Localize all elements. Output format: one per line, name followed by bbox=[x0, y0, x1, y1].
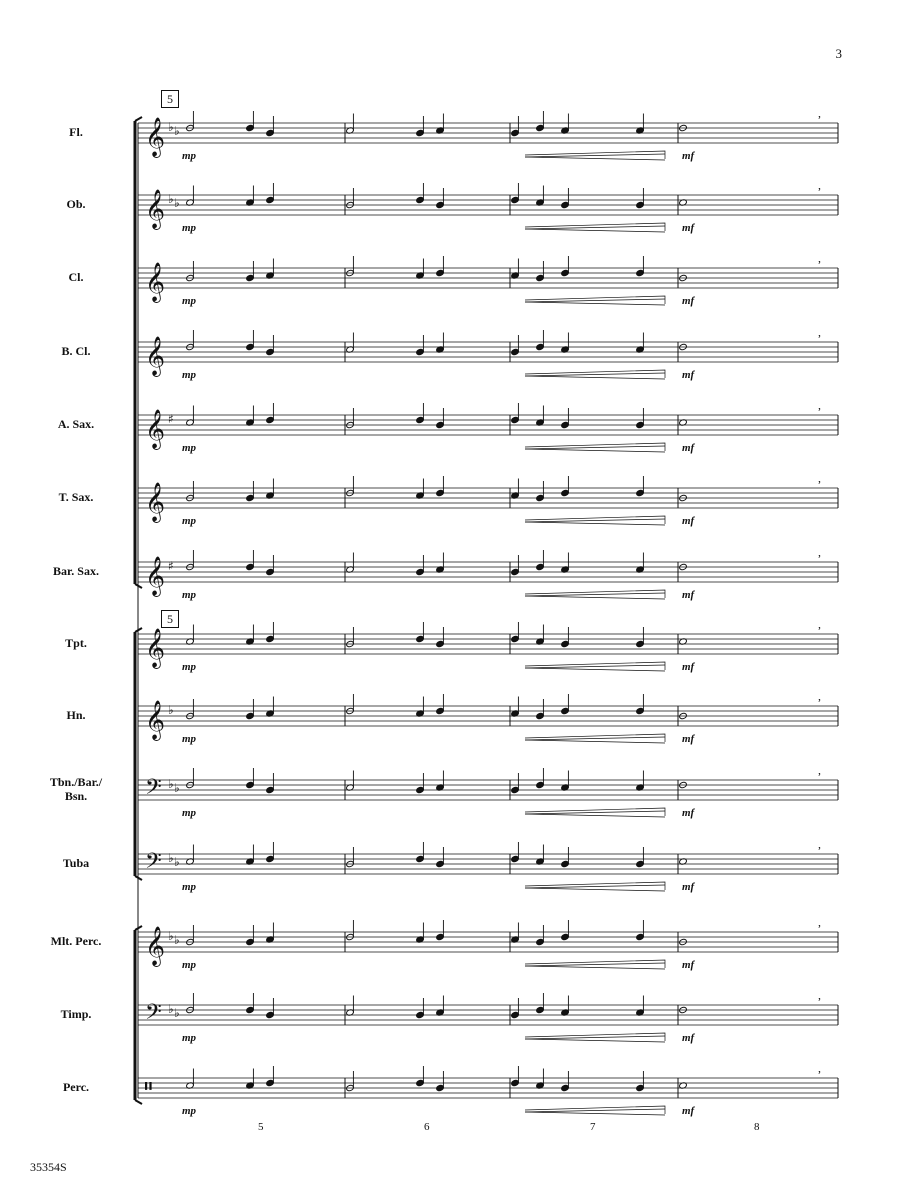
instrument-name-line: Fl. bbox=[69, 125, 83, 139]
treble-clef-icon: 𝄞 bbox=[145, 409, 166, 449]
instrument-name bbox=[20, 564, 132, 578]
instrument-name bbox=[20, 125, 132, 139]
instrument-name bbox=[20, 1080, 132, 1094]
breath-mark-icon: , bbox=[818, 689, 821, 703]
dynamic-mf: mf bbox=[682, 150, 695, 162]
dynamic-mp: mp bbox=[182, 369, 197, 381]
dynamic-mf: mf bbox=[682, 1032, 695, 1044]
hairpin-lower bbox=[525, 596, 665, 599]
dynamic-mf: mf bbox=[682, 369, 695, 381]
staff-10 bbox=[138, 837, 838, 893]
flat-accidental-icon: ♭ bbox=[168, 777, 174, 791]
staff-3 bbox=[138, 325, 838, 381]
dynamic-mf: mf bbox=[682, 881, 695, 893]
staff-13 bbox=[138, 1061, 838, 1117]
instrument-name bbox=[20, 934, 132, 948]
instrument-name-line: Timp. bbox=[60, 1007, 92, 1021]
dynamic-mp: mp bbox=[182, 295, 197, 307]
staff-9 bbox=[138, 763, 838, 819]
rehearsal-mark-top: 5 bbox=[161, 90, 179, 108]
breath-mark-icon: , bbox=[818, 617, 821, 631]
breath-mark-icon: , bbox=[818, 251, 821, 265]
dynamic-mp: mp bbox=[182, 959, 197, 971]
sharp-accidental-icon: ♯ bbox=[168, 559, 174, 573]
dynamic-mp: mp bbox=[182, 733, 197, 745]
instrument-name bbox=[20, 636, 132, 650]
instrument-name-line: Tbn./Bar./ bbox=[49, 775, 103, 789]
treble-clef-icon: 𝄞 bbox=[145, 628, 166, 668]
flat-accidental-icon: ♭ bbox=[174, 855, 180, 869]
breath-mark-icon: , bbox=[818, 545, 821, 559]
dynamic-mf: mf bbox=[682, 807, 695, 819]
instrument-name bbox=[20, 417, 132, 431]
rehearsal-mark-brass: 5 bbox=[161, 610, 179, 628]
instrument-name bbox=[20, 1007, 132, 1021]
treble-clef-icon: 𝄞 bbox=[145, 700, 166, 740]
hairpin-lower bbox=[525, 966, 665, 969]
flat-accidental-icon: ♭ bbox=[174, 933, 180, 947]
instrument-name-line: Tuba bbox=[62, 856, 90, 870]
dynamic-mf: mf bbox=[682, 222, 695, 234]
sharp-accidental-icon: ♯ bbox=[168, 412, 174, 426]
staff-5 bbox=[138, 471, 838, 527]
dynamic-mp: mp bbox=[182, 807, 197, 819]
measure-number: 7 bbox=[590, 1121, 596, 1133]
dynamic-mp: mp bbox=[182, 442, 197, 454]
breath-mark-icon: , bbox=[818, 837, 821, 851]
instrument-name bbox=[20, 197, 132, 211]
flat-accidental-icon: ♭ bbox=[174, 196, 180, 210]
instrument-name-line: Perc. bbox=[62, 1080, 90, 1094]
breath-mark-icon: , bbox=[818, 915, 821, 929]
percussion-clef-icon: 𝄥 bbox=[145, 1075, 152, 1100]
instrument-name-line: Cl. bbox=[68, 270, 84, 284]
staff-11 bbox=[138, 915, 838, 971]
breath-mark-icon: , bbox=[818, 106, 821, 120]
dynamic-mf: mf bbox=[682, 515, 695, 527]
staff-4 bbox=[138, 398, 838, 454]
hairpin-lower bbox=[525, 668, 665, 671]
treble-clef-icon: 𝄞 bbox=[145, 117, 166, 157]
dynamic-mf: mf bbox=[682, 589, 695, 601]
instrument-name-line: Mlt. Perc. bbox=[50, 934, 102, 948]
breath-mark-icon: , bbox=[818, 1061, 821, 1075]
instrument-name-line: Bar. Sax. bbox=[53, 564, 99, 578]
dynamic-mf: mf bbox=[682, 661, 695, 673]
staff-6 bbox=[138, 545, 838, 601]
treble-clef-icon: 𝄞 bbox=[145, 926, 166, 966]
dynamic-mp: mp bbox=[182, 150, 197, 162]
instrument-name bbox=[20, 344, 132, 358]
dynamic-mp: mp bbox=[182, 222, 197, 234]
staff-12 bbox=[138, 988, 838, 1044]
hairpin-lower bbox=[525, 449, 665, 452]
instrument-name-line: Tpt. bbox=[65, 636, 87, 650]
instrument-name bbox=[20, 708, 132, 722]
hairpin-lower bbox=[525, 740, 665, 743]
hairpin-lower bbox=[525, 376, 665, 379]
staff-0 bbox=[138, 106, 838, 162]
dynamic-mp: mp bbox=[182, 881, 197, 893]
instrument-name-line: B. Cl. bbox=[61, 344, 91, 358]
flat-accidental-icon: ♭ bbox=[168, 929, 174, 943]
instrument-name bbox=[20, 856, 132, 870]
staff-2 bbox=[138, 251, 838, 307]
hairpin-lower bbox=[525, 814, 665, 817]
hairpin-lower bbox=[525, 302, 665, 305]
instrument-name-line: A. Sax. bbox=[57, 417, 95, 431]
hairpin-lower bbox=[525, 1112, 665, 1115]
instrument-name-line: Bsn. bbox=[64, 789, 88, 803]
treble-clef-icon: 𝄞 bbox=[145, 482, 166, 522]
flat-accidental-icon: ♭ bbox=[168, 703, 174, 717]
treble-clef-icon: 𝄞 bbox=[145, 262, 166, 302]
treble-clef-icon: 𝄞 bbox=[145, 556, 166, 596]
breath-mark-icon: , bbox=[818, 471, 821, 485]
staff-1 bbox=[138, 178, 838, 234]
dynamic-mf: mf bbox=[682, 1105, 695, 1117]
catalog-code: 35354S bbox=[30, 1160, 67, 1174]
hairpin-lower bbox=[525, 157, 665, 160]
dynamic-mp: mp bbox=[182, 1032, 197, 1044]
breath-mark-icon: , bbox=[818, 398, 821, 412]
breath-mark-icon: , bbox=[818, 325, 821, 339]
hairpin-lower bbox=[525, 522, 665, 525]
instrument-name-line: Hn. bbox=[66, 708, 86, 722]
flat-accidental-icon: ♭ bbox=[174, 781, 180, 795]
hairpin-lower bbox=[525, 1039, 665, 1042]
measure-number: 6 bbox=[424, 1121, 430, 1133]
breath-mark-icon: , bbox=[818, 178, 821, 192]
flat-accidental-icon: ♭ bbox=[168, 1002, 174, 1016]
staff-8 bbox=[138, 689, 838, 745]
treble-clef-icon: 𝄞 bbox=[145, 189, 166, 229]
page-number: 3 bbox=[835, 46, 842, 61]
dynamic-mf: mf bbox=[682, 442, 695, 454]
flat-accidental-icon: ♭ bbox=[168, 851, 174, 865]
dynamic-mf: mf bbox=[682, 733, 695, 745]
instrument-name-line: Ob. bbox=[66, 197, 86, 211]
dynamic-mf: mf bbox=[682, 959, 695, 971]
dynamic-mp: mp bbox=[182, 589, 197, 601]
bass-clef-icon: 𝄢 bbox=[145, 849, 162, 879]
bracket-top-hook bbox=[135, 117, 142, 121]
bass-clef-icon: 𝄢 bbox=[145, 775, 162, 805]
dynamic-mp: mp bbox=[182, 661, 197, 673]
bass-clef-icon: 𝄢 bbox=[145, 1000, 162, 1030]
flat-accidental-icon: ♭ bbox=[174, 1006, 180, 1020]
instrument-name bbox=[20, 775, 132, 803]
measure-number: 8 bbox=[754, 1121, 760, 1133]
hairpin-lower bbox=[525, 229, 665, 232]
dynamic-mp: mp bbox=[182, 515, 197, 527]
staff-7 bbox=[138, 617, 838, 673]
hairpin-lower bbox=[525, 888, 665, 891]
measure-number: 5 bbox=[258, 1121, 264, 1133]
treble-clef-icon: 𝄞 bbox=[145, 336, 166, 376]
flat-accidental-icon: ♭ bbox=[174, 124, 180, 138]
breath-mark-icon: , bbox=[818, 988, 821, 1002]
instrument-name bbox=[20, 270, 132, 284]
bracket-bottom-hook bbox=[135, 1100, 142, 1104]
breath-mark-icon: , bbox=[818, 763, 821, 777]
flat-accidental-icon: ♭ bbox=[168, 192, 174, 206]
instrument-name-line: T. Sax. bbox=[58, 490, 94, 504]
flat-accidental-icon: ♭ bbox=[168, 120, 174, 134]
dynamic-mf: mf bbox=[682, 295, 695, 307]
instrument-name bbox=[20, 490, 132, 504]
dynamic-mp: mp bbox=[182, 1105, 197, 1117]
